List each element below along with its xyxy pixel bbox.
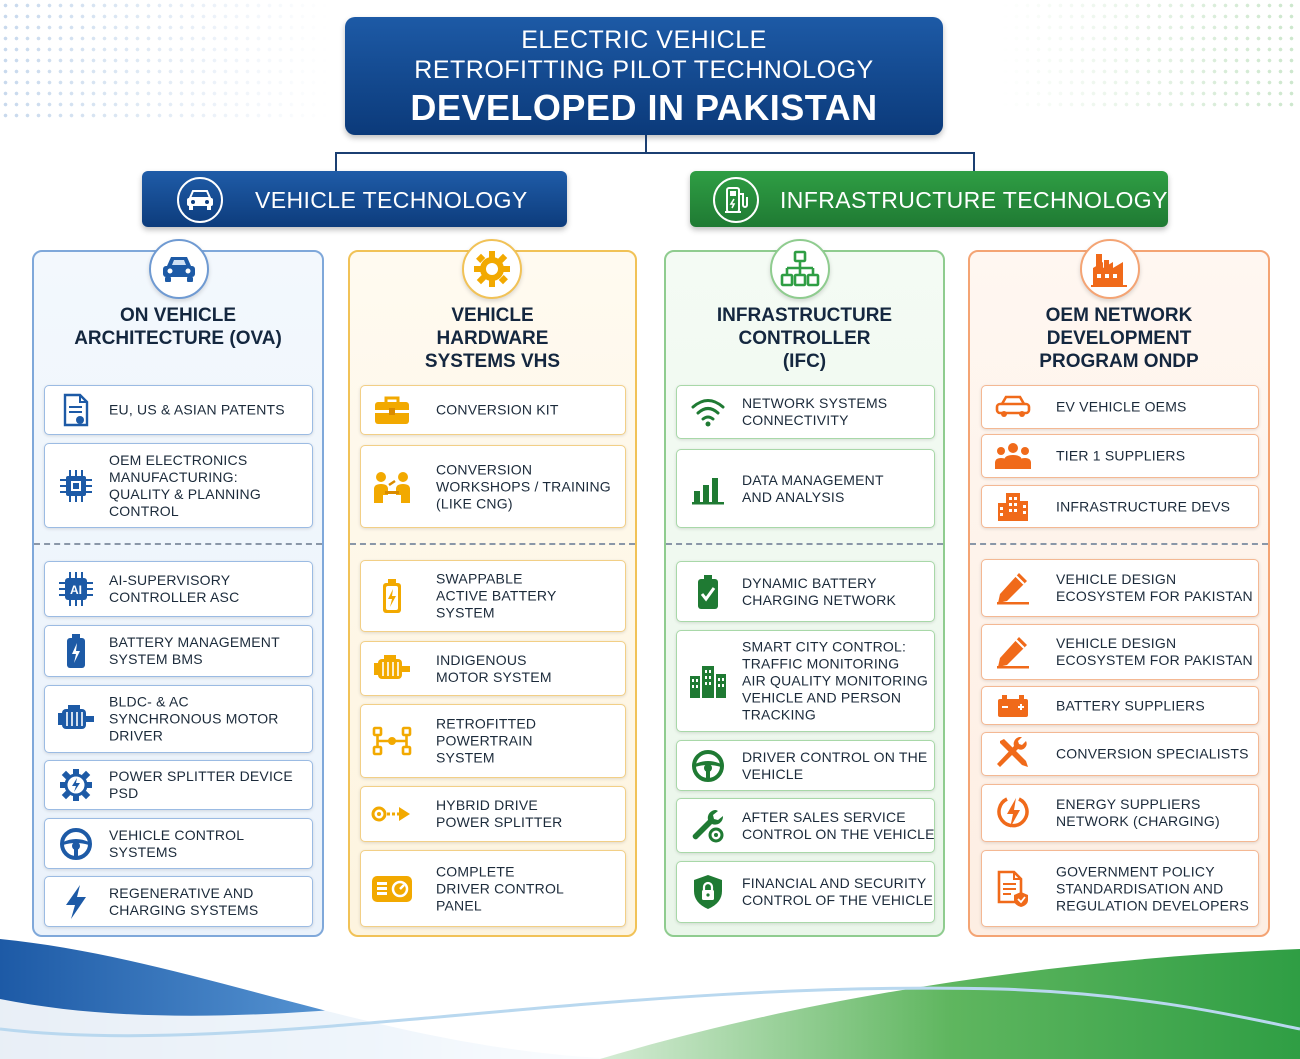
connector-title-down: [645, 135, 647, 153]
column-heading: [666, 304, 943, 373]
battery-icon: [371, 576, 413, 616]
card-text-line: PANEL: [436, 897, 482, 913]
card-driver-control: [676, 740, 935, 791]
infrastructure-technology-banner: [690, 171, 1168, 227]
ai-chip-icon: [55, 569, 97, 609]
column-heading: [34, 304, 322, 350]
card-text-line: INFRASTRUCTURE DEVS: [1056, 498, 1231, 514]
card-after-sales: [676, 798, 935, 853]
steering-wheel-icon: [687, 746, 729, 786]
card-text: [1056, 448, 1252, 465]
card-text-line: AFTER SALES SERVICE: [742, 808, 906, 825]
main-title-box: [345, 17, 943, 135]
card-driver-control-panel: [360, 850, 626, 927]
vehicle-technology-banner: [142, 171, 567, 227]
motor-icon: [371, 649, 413, 689]
column-ova: [32, 250, 324, 937]
card-psd: [44, 760, 313, 810]
card-ai-supervisory: [44, 561, 313, 617]
policy-document-icon: [992, 869, 1034, 909]
card-text-line: WORKSHOPS / TRAINING: [436, 478, 611, 494]
card-text-line: SYSTEM: [436, 749, 495, 766]
card-text: [742, 639, 928, 724]
card-text: [1056, 399, 1252, 416]
column-heading-line: DEVELOPMENT: [1046, 328, 1192, 349]
city-icon: [687, 661, 729, 701]
card-swappable-battery: [360, 560, 626, 632]
column-heading-line: ARCHITECTURE (OVA): [74, 328, 282, 349]
shield-lock-icon: [687, 872, 729, 912]
battery-icon: [55, 631, 97, 671]
card-text-line: VEHICLE DESIGN: [1056, 635, 1177, 651]
card-text: [742, 875, 934, 909]
workshop-people-icon: [371, 467, 413, 507]
card-conversion-kit: [360, 385, 626, 435]
card-text-line: EV VEHICLE OEMS: [1056, 398, 1187, 415]
column-heading-line: INFRASTRUCTURE: [716, 305, 893, 326]
column-ondp: [968, 250, 1270, 937]
card-conversion-specialists: [981, 732, 1259, 776]
card-text-line: VEHICLE: [742, 765, 804, 782]
card-text-line: CHARGING NETWORK: [742, 591, 897, 608]
card-bldc-motor: [44, 685, 313, 753]
card-text-line: TRAFFIC MONITORING: [742, 655, 900, 672]
charging-station-icon: [713, 177, 759, 223]
car-icon: [992, 387, 1034, 427]
card-text-line: CHARGING SYSTEMS: [109, 901, 259, 918]
card-text-line: SMART CITY CONTROL:: [742, 638, 907, 655]
connector-horizontal: [335, 152, 975, 154]
card-text-line: CONTROL ON THE VEHICLE: [742, 825, 935, 842]
card-text-line: POWER SPLITTER DEVICE: [109, 768, 293, 784]
card-text-line: CONNECTIVITY: [742, 412, 849, 428]
card-text: [109, 572, 306, 606]
card-conversion-workshops: [360, 445, 626, 528]
card-text-line: POWER SPLITTER: [436, 814, 563, 830]
card-text-line: CONVERSION SPECIALISTS: [1056, 745, 1249, 762]
document-icon: [55, 390, 97, 430]
card-network-connectivity: [676, 385, 935, 439]
column-heading-line: OEM NETWORK: [1045, 305, 1193, 326]
card-text-line: CONTROL: [109, 502, 179, 519]
card-text-line: DRIVER CONTROL ON THE: [742, 748, 928, 765]
card-text-line: HYBRID DRIVE: [436, 797, 538, 813]
tools-icon: [992, 734, 1034, 774]
connector-left-down: [335, 152, 337, 172]
card-text-line: AI-SUPERVISORY: [109, 572, 231, 588]
gear-icon: [55, 765, 97, 805]
card-text-line: AND ANALYSIS: [742, 488, 845, 505]
card-text-line: REGULATION DEVELOPERS: [1056, 897, 1249, 913]
card-text: [109, 827, 306, 861]
column-heading: [970, 304, 1268, 373]
background-dots-right: [1000, 0, 1300, 110]
card-tier1-suppliers: [981, 434, 1259, 478]
card-text-line: FINANCIAL AND SECURITY: [742, 875, 927, 891]
card-text-line: NETWORK (CHARGING): [1056, 813, 1220, 829]
network-hierarchy-icon: [770, 239, 830, 299]
car-icon: [177, 177, 223, 223]
card-text-line: DYNAMIC BATTERY: [742, 574, 877, 591]
card-text-line: COMPLETE: [436, 863, 515, 879]
card-text-line: BATTERY SUPPLIERS: [1056, 697, 1205, 713]
card-text-line: INDIGENOUS: [436, 651, 527, 668]
card-text-line: SYSTEMS: [109, 843, 178, 860]
column-vhs: [348, 250, 637, 937]
card-financial-security: [676, 861, 935, 923]
card-text-line: MANUFACTURING:: [109, 468, 238, 485]
card-text-line: CONTROL OF THE VEHICLE: [742, 892, 934, 908]
card-text: [109, 452, 306, 520]
card-text: [436, 461, 619, 512]
background-dots-left: [0, 0, 330, 120]
card-patents: [44, 385, 313, 435]
card-text-line: POWERTRAIN: [436, 732, 533, 749]
card-text: [436, 797, 619, 831]
card-text-line: ECOSYSTEM FOR PAKISTAN: [1056, 588, 1253, 604]
card-text: [109, 768, 306, 802]
column-heading-line: SYSTEMS VHS: [424, 351, 561, 372]
card-hybrid-drive: [360, 786, 626, 842]
card-data-management: [676, 449, 935, 528]
card-text-line: ENERGY SUPPLIERS: [1056, 796, 1201, 812]
card-text-line: ACTIVE BATTERY: [436, 587, 557, 604]
battery-charging-icon: [687, 572, 729, 612]
toolbox-icon: [371, 390, 413, 430]
card-text-line: PSD: [109, 785, 139, 801]
section-divider: [970, 543, 1268, 545]
card-government-policy: [981, 850, 1259, 927]
card-text: [109, 634, 306, 668]
car-icon: [149, 239, 209, 299]
section-divider: [350, 543, 635, 545]
card-text-line: SYSTEM BMS: [109, 651, 203, 667]
infrastructure-technology-label: INFRASTRUCTURE TECHNOLOGY: [780, 187, 1168, 213]
car-battery-icon: [992, 686, 1034, 726]
title-line-2: RETROFITTING PILOT TECHNOLOGY: [414, 56, 874, 84]
pencil-icon: [992, 568, 1034, 608]
card-text: [109, 402, 306, 419]
card-text-line: DATA MANAGEMENT: [742, 471, 884, 488]
vehicle-technology-label: VEHICLE TECHNOLOGY: [255, 187, 528, 213]
card-text-line: EU, US & ASIAN PATENTS: [109, 401, 285, 418]
card-text-line: DRIVER: [109, 727, 164, 744]
card-smart-city: [676, 630, 935, 732]
card-text-line: ECOSYSTEM FOR PAKISTAN: [1056, 652, 1253, 668]
card-text: [1056, 863, 1252, 914]
card-regenerative: [44, 876, 313, 927]
column-heading-line: PROGRAM ONDP: [1039, 351, 1199, 372]
card-text: [436, 402, 619, 419]
card-text: [436, 652, 619, 686]
column-heading-line: ON VEHICLE: [119, 305, 237, 326]
card-text-line: GOVERNMENT POLICY: [1056, 863, 1215, 879]
powertrain-icon: [371, 721, 413, 761]
card-text: [742, 575, 928, 609]
hybrid-drive-icon: [371, 794, 413, 834]
card-text: [109, 694, 306, 745]
column-ifc: [664, 250, 945, 937]
column-heading-line: VEHICLE: [451, 305, 534, 326]
section-divider: [34, 543, 322, 545]
card-text: [1056, 796, 1252, 830]
card-text: [1056, 697, 1252, 714]
svg-text:AI: AI: [70, 583, 82, 597]
column-heading-line: CONTROLLER: [738, 328, 871, 349]
gear-icon: [462, 239, 522, 299]
card-text-line: CONVERSION: [436, 461, 533, 477]
card-text-line: OEM ELECTRONICS: [109, 451, 248, 468]
card-text-line: SWAPPABLE: [436, 570, 523, 587]
card-text-line: TRACKING: [742, 706, 816, 723]
card-text: [436, 716, 619, 767]
card-text-line: AIR QUALITY MONITORING: [742, 672, 928, 689]
card-text-line: REGENERATIVE AND: [109, 884, 254, 901]
building-icon: [992, 487, 1034, 527]
card-text-line: CONTROLLER ASC: [109, 589, 240, 605]
card-text-line: NETWORK SYSTEMS: [742, 395, 888, 411]
card-text-line: SYNCHRONOUS MOTOR: [109, 710, 279, 727]
motor-icon: [55, 699, 97, 739]
card-battery-suppliers: [981, 686, 1259, 725]
column-heading: [350, 304, 635, 373]
card-infrastructure-devs: [981, 485, 1259, 528]
card-oem-electronics: [44, 443, 313, 528]
card-text-line: (LIKE CNG): [436, 495, 513, 511]
card-text: [742, 472, 928, 506]
card-text-line: VEHICLE CONTROL: [109, 826, 245, 843]
card-text-line: TIER 1 SUPPLIERS: [1056, 447, 1186, 464]
wrench-icon: [687, 806, 729, 846]
card-vehicle-design-2: [981, 624, 1259, 680]
card-text: [1056, 571, 1252, 605]
column-heading-line: HARDWARE: [436, 328, 549, 349]
card-bms: [44, 625, 313, 677]
title-line-3: DEVELOPED IN PAKISTAN: [410, 87, 878, 128]
card-retrofitted-powertrain: [360, 704, 626, 778]
card-indigenous-motor: [360, 641, 626, 696]
card-text: [742, 395, 928, 429]
lightning-icon: [55, 882, 97, 922]
connector-right-down: [973, 152, 975, 172]
background-waves: [0, 919, 1300, 1059]
card-text: [1056, 635, 1252, 669]
card-ev-oems: [981, 385, 1259, 429]
card-energy-suppliers: [981, 784, 1259, 842]
card-text: [742, 808, 935, 843]
card-text-line: BATTERY MANAGEMENT: [109, 634, 280, 650]
card-text-line: DRIVER CONTROL: [436, 880, 565, 896]
card-text-line: STANDARDISATION AND: [1056, 880, 1224, 896]
card-text: [109, 885, 306, 919]
card-text-line: VEHICLE DESIGN: [1056, 571, 1177, 587]
bar-chart-icon: [687, 469, 729, 509]
card-text: [436, 863, 619, 914]
card-text-line: CONVERSION KIT: [436, 401, 559, 418]
title-line-1: ELECTRIC VEHICLE: [521, 26, 767, 54]
card-text-line: VEHICLE AND PERSON: [742, 689, 902, 706]
card-text-line: MOTOR SYSTEM: [436, 668, 552, 685]
card-text: [1056, 498, 1252, 515]
steering-wheel-icon: [55, 824, 97, 864]
pencil-icon: [992, 632, 1034, 672]
card-text: [742, 749, 928, 783]
card-dynamic-charging: [676, 561, 935, 622]
card-text: [1056, 746, 1252, 763]
card-vehicle-design-1: [981, 559, 1259, 617]
card-text-line: SYSTEM: [436, 604, 495, 621]
people-group-icon: [992, 436, 1034, 476]
card-text-line: BLDC- & AC: [109, 693, 189, 710]
card-text-line: RETROFITTED: [436, 715, 537, 732]
card-text-line: QUALITY & PLANNING: [109, 485, 261, 502]
column-heading-line: (IFC): [782, 351, 827, 372]
chip-icon: [55, 466, 97, 506]
card-vehicle-control: [44, 818, 313, 869]
card-text: [436, 571, 619, 622]
section-divider: [666, 543, 943, 545]
energy-icon: [992, 793, 1034, 833]
wifi-icon: [687, 392, 729, 432]
factory-icon: [1080, 239, 1140, 299]
control-panel-icon: [371, 869, 413, 909]
